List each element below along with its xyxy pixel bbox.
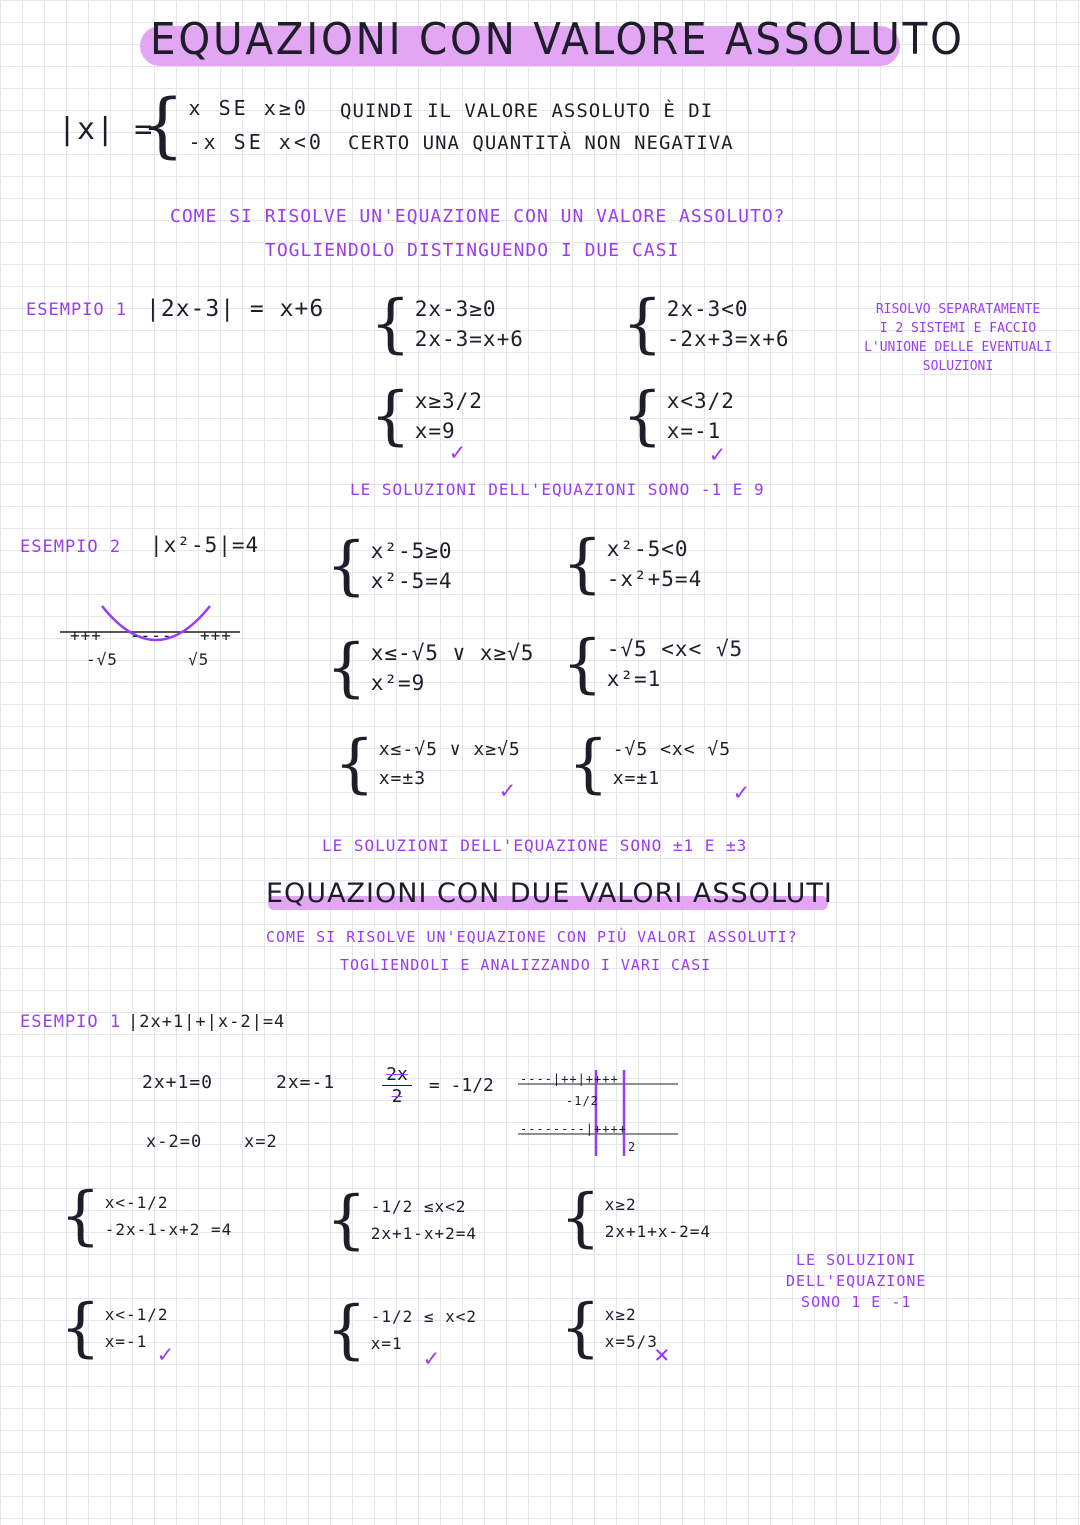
system-line: 2x+1+x-2=4: [604, 1222, 712, 1241]
system-line: x=1: [370, 1334, 403, 1353]
system-line: -1/2 ≤ x<2: [370, 1307, 478, 1326]
system-line: x²=1: [606, 667, 662, 691]
definition-note-line1: QUINDI IL VALORE ASSOLUTO È DI: [340, 100, 714, 122]
brace-icon: {: [326, 1183, 367, 1257]
question1-line2: TOGLIENDOLO DISTINGUENDO I DUE CASI: [265, 240, 680, 261]
system-line: x²-5≥0: [370, 539, 453, 563]
example2-system-b-step2: [562, 627, 744, 701]
system-line: x²-5=4: [370, 569, 453, 593]
side-note-line: I 2 SISTEMI E FACCIO: [879, 321, 1037, 336]
step-zero-second: x-2=0: [146, 1132, 203, 1152]
example1-system-a: [370, 287, 524, 361]
example2-system-a-step2: [326, 631, 535, 705]
definition-note-line2: CERTO UNA QUANTITÀ NON NEGATIVA: [348, 132, 734, 154]
fraction-denominator: 2: [391, 1086, 403, 1107]
system-line: x=-1: [104, 1332, 148, 1351]
section-title-two-absolutes: EQUAZIONI CON DUE VALORI ASSOLUTI: [266, 878, 833, 909]
solutions-line: SONO 1 E -1: [801, 1293, 912, 1311]
sign-plus-right: +++: [200, 626, 232, 645]
system-line: x=5/3: [604, 1332, 658, 1351]
side-note-line: SOLUZIONI: [922, 359, 994, 374]
case-negative: -x SE x<0: [188, 130, 324, 154]
system-line: x≥3/2: [414, 389, 483, 413]
brace-icon: {: [622, 287, 663, 361]
example3-system-c: [560, 1181, 712, 1255]
question2-line1: COME SI RISOLVE UN'EQUAZIONE CON PIÙ VALORI ASSOLUTI?: [266, 928, 798, 946]
example3-solutions: [786, 1250, 926, 1313]
system-line: 2x-3<0: [666, 297, 749, 321]
brace-icon: {: [326, 529, 367, 603]
check-icon: ✓: [424, 1344, 439, 1372]
system-line: x≤-√5 ∨ x≥√5: [378, 739, 521, 760]
sign-row-top: ----|++|++++: [520, 1072, 619, 1086]
system-line: x=±1: [612, 768, 661, 789]
system-line: -√5 <x< √5: [606, 637, 744, 661]
check-icon: ✓: [710, 440, 725, 468]
example2-system-a: [326, 529, 453, 603]
system-line: x≥2: [604, 1305, 637, 1324]
example1-system-a-solved: [370, 379, 483, 453]
example3-system-c-solved: [560, 1291, 658, 1365]
step-isolate: 2x=-1: [276, 1072, 336, 1093]
example3-label: ESEMPIO 1: [20, 1012, 122, 1032]
abs-definition-lhs: |x| =: [58, 112, 154, 147]
sign-mark-right: 2: [628, 1140, 637, 1154]
sign-row-bottom: --------|++++: [520, 1122, 627, 1136]
check-icon: ✓: [450, 438, 465, 466]
check-icon: ✓: [734, 778, 749, 806]
brace-icon: {: [562, 527, 603, 601]
case-positive: x SE x≥0: [188, 96, 309, 120]
solutions-line: LE SOLUZIONI: [796, 1251, 917, 1269]
system-line: x²=9: [370, 671, 426, 695]
sign-mark-left: -1/2: [566, 1094, 599, 1108]
brace-icon: {: [370, 287, 411, 361]
system-line: -2x+3=x+6: [666, 327, 790, 351]
system-line: 2x-3≥0: [414, 297, 497, 321]
question1-line1: COME SI RISOLVE UN'EQUAZIONE CON UN VALORE ASSOLUTO?: [170, 206, 786, 227]
example1-system-b-solved: [622, 379, 735, 453]
system-line: -√5 <x< √5: [612, 739, 732, 760]
brace-icon: {: [326, 631, 367, 705]
brace-icon: {: [60, 1179, 101, 1253]
brace-icon: {: [568, 727, 609, 801]
root-left: -√5: [86, 650, 118, 669]
sign-plus-left: +++: [70, 626, 102, 645]
system-line: x≤-√5 ∨ x≥√5: [370, 641, 535, 665]
system-line: x=-1: [666, 419, 722, 443]
example2-label: ESEMPIO 2: [20, 537, 122, 557]
system-line: 2x+1-x+2=4: [370, 1224, 478, 1243]
check-icon: ✓: [158, 1340, 173, 1368]
system-line: x=±3: [378, 768, 427, 789]
brace-icon: {: [60, 1291, 101, 1365]
example2-system-b: [562, 527, 703, 601]
brace-icon: {: [326, 1293, 367, 1367]
example2-system-b-step3: [568, 727, 732, 801]
brace-icon: {: [622, 379, 663, 453]
cross-icon: ×: [654, 1340, 670, 1370]
example1-equation: |2x-3| = x+6: [146, 296, 325, 322]
example3-equation: |2x+1|+|x-2|=4: [128, 1012, 286, 1032]
fraction-numerator: 2x: [386, 1064, 408, 1085]
system-line: x<-1/2: [104, 1193, 169, 1212]
example1-label: ESEMPIO 1: [26, 300, 128, 320]
brace-icon: {: [562, 627, 603, 701]
system-line: 2x-3=x+6: [414, 327, 524, 351]
side-note-line: RISOLVO SEPARATAMENTE: [875, 302, 1041, 317]
system-line: x<3/2: [666, 389, 735, 413]
side-note-line: L'UNIONE DELLE EVENTUALI: [864, 340, 1052, 355]
sign-minus-mid: ----: [130, 626, 173, 645]
example1-side-note: [842, 300, 1074, 376]
system-line: x≥2: [604, 1195, 637, 1214]
example1-system-b: [622, 287, 790, 361]
brace-icon: {: [560, 1181, 601, 1255]
abs-definition-cases: [140, 84, 324, 166]
check-icon: ✓: [500, 776, 515, 804]
brace-icon: {: [370, 379, 411, 453]
step-root-second: x=2: [244, 1132, 278, 1152]
question2-line2: TOGLIENDOLI E ANALIZZANDO I VARI CASI: [340, 956, 712, 974]
system-line: x<-1/2: [104, 1305, 169, 1324]
system-line: x²-5<0: [606, 537, 689, 561]
example2-solutions: LE SOLUZIONI DELL'EQUAZIONE SONO ±1 E ±3: [322, 836, 748, 855]
root-right: √5: [188, 650, 210, 669]
example2-equation: |x²-5|=4: [150, 533, 260, 557]
system-line: -2x-1-x+2 =4: [104, 1220, 233, 1239]
brace-icon: {: [140, 84, 185, 166]
example2-system-a-step3: [334, 727, 521, 801]
brace-icon: {: [560, 1291, 601, 1365]
system-line: -x²+5=4: [606, 567, 703, 591]
example3-system-a-solved: [60, 1291, 169, 1365]
example3-system-b-solved: [326, 1293, 478, 1367]
step-divide: [382, 1064, 494, 1107]
solutions-line: DELL'EQUAZIONE: [786, 1272, 927, 1290]
example3-system-b: [326, 1183, 478, 1257]
brace-icon: {: [334, 727, 375, 801]
system-line: -1/2 ≤x<2: [370, 1197, 467, 1216]
example1-solutions: LE SOLUZIONI DELL'EQUAZIONI SONO -1 E 9: [350, 480, 765, 499]
fraction-rhs: = -1/2: [428, 1075, 494, 1096]
example3-system-a: [60, 1179, 233, 1253]
system-line: x=9: [414, 419, 456, 443]
step-zero-first: 2x+1=0: [142, 1072, 214, 1093]
page-title: EQUAZIONI CON VALORE ASSOLUTO: [150, 14, 965, 65]
